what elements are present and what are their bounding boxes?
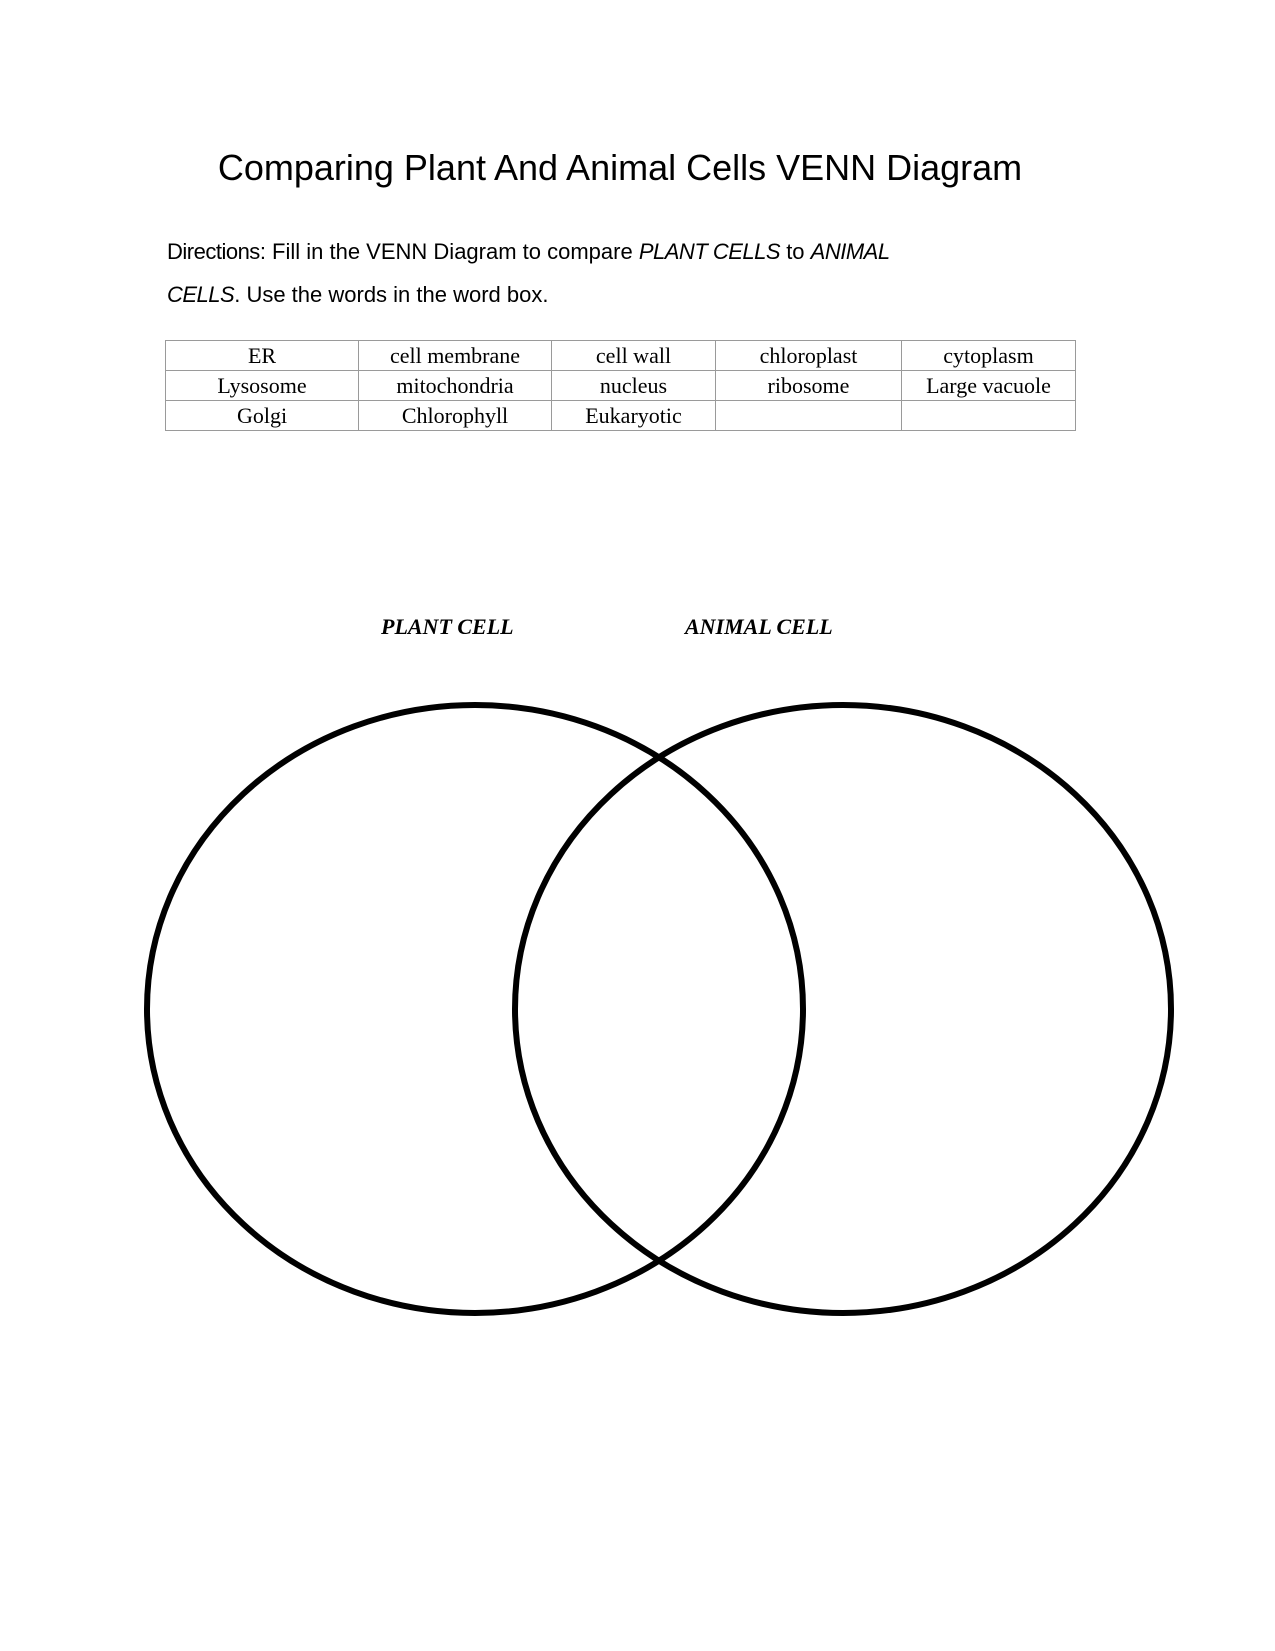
word-cell: chloroplast (716, 341, 902, 371)
page-title: Comparing Plant And Animal Cells VENN Diagram (217, 147, 1023, 188)
word-cell: cell wall (552, 341, 716, 371)
word-cell: mitochondria (359, 371, 552, 401)
plant-cells-term: PLANT CELLS (638, 239, 781, 264)
word-cell: cell membrane (359, 341, 552, 371)
animal-term: ANIMAL (810, 239, 890, 264)
word-cell: Golgi (166, 401, 359, 431)
animal-cell-label: ANIMAL CELL (685, 614, 833, 639)
word-cell: Lysosome (166, 371, 359, 401)
word-cell: ribosome (716, 371, 902, 401)
word-cell: Chlorophyll (359, 401, 552, 431)
plant-cell-label: PLANT CELL (381, 614, 514, 639)
cells-term: CELLS (167, 282, 235, 307)
directions-text: : Fill in the VENN Diagram to compare (259, 239, 639, 264)
plant-cell-circle (147, 705, 803, 1313)
directions-text: . Use the words in the word box. (234, 282, 549, 307)
word-cell: Eukaryotic (552, 401, 716, 431)
word-cell: Large vacuole (902, 371, 1076, 401)
word-cell: cytoplasm (902, 341, 1076, 371)
directions-label: Directions (167, 239, 260, 264)
animal-cell-circle (515, 705, 1171, 1313)
word-cell: nucleus (552, 371, 716, 401)
directions-text: to (780, 239, 811, 264)
word-cell: ER (166, 341, 359, 371)
